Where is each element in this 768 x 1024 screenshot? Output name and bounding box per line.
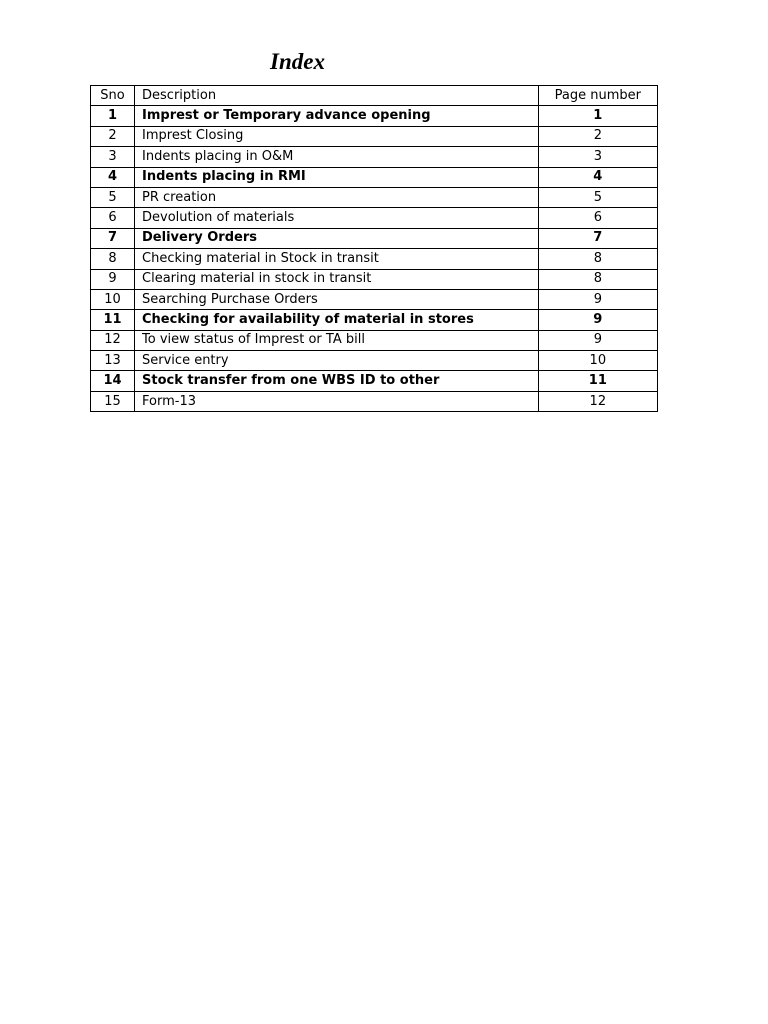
cell-description: Service entry — [135, 351, 539, 371]
cell-sno: 13 — [91, 351, 135, 371]
cell-sno: 12 — [91, 330, 135, 350]
cell-page-number: 11 — [538, 371, 657, 391]
index-table-body — [91, 106, 658, 412]
header-row — [91, 86, 658, 106]
cell-page-number: 8 — [538, 269, 657, 289]
cell-page-number: 8 — [538, 249, 657, 269]
cell-description: Stock transfer from one WBS ID to other — [135, 371, 539, 391]
cell-description: Indents placing in O&M — [135, 147, 539, 167]
cell-page-number: 12 — [538, 391, 657, 411]
header-sno: Sno — [91, 86, 135, 106]
table-row — [91, 167, 658, 187]
cell-description: Imprest Closing — [135, 126, 539, 146]
cell-sno: 5 — [91, 187, 135, 207]
cell-sno: 6 — [91, 208, 135, 228]
cell-description: Form-13 — [135, 391, 539, 411]
table-row — [91, 330, 658, 350]
table-row — [91, 187, 658, 207]
cell-page-number: 7 — [538, 228, 657, 248]
page-title: Index — [270, 49, 325, 74]
table-row — [91, 391, 658, 411]
cell-page-number: 3 — [538, 147, 657, 167]
cell-page-number: 5 — [538, 187, 657, 207]
cell-description: To view status of Imprest or TA bill — [135, 330, 539, 350]
cell-page-number: 6 — [538, 208, 657, 228]
cell-page-number: 4 — [538, 167, 657, 187]
table-row — [91, 351, 658, 371]
cell-sno: 15 — [91, 391, 135, 411]
cell-page-number: 9 — [538, 330, 657, 350]
table-row — [91, 249, 658, 269]
cell-description: Searching Purchase Orders — [135, 289, 539, 309]
table-row — [91, 228, 658, 248]
cell-description: Imprest or Temporary advance opening — [135, 106, 539, 126]
table-row — [91, 126, 658, 146]
cell-sno: 2 — [91, 126, 135, 146]
cell-page-number: 1 — [538, 106, 657, 126]
header-page-number: Page number — [538, 86, 657, 106]
index-table — [90, 85, 658, 412]
cell-sno: 11 — [91, 310, 135, 330]
table-row — [91, 310, 658, 330]
cell-sno: 14 — [91, 371, 135, 391]
cell-sno: 10 — [91, 289, 135, 309]
cell-description: PR creation — [135, 187, 539, 207]
cell-page-number: 10 — [538, 351, 657, 371]
header-description: Description — [135, 86, 539, 106]
cell-description: Clearing material in stock in transit — [135, 269, 539, 289]
cell-page-number: 9 — [538, 289, 657, 309]
cell-sno: 8 — [91, 249, 135, 269]
table-row — [91, 106, 658, 126]
cell-sno: 7 — [91, 228, 135, 248]
table-row — [91, 289, 658, 309]
cell-description: Devolution of materials — [135, 208, 539, 228]
cell-description: Indents placing in RMI — [135, 167, 539, 187]
table-row — [91, 371, 658, 391]
cell-sno: 4 — [91, 167, 135, 187]
cell-sno: 9 — [91, 269, 135, 289]
cell-description: Delivery Orders — [135, 228, 539, 248]
cell-page-number: 2 — [538, 126, 657, 146]
index-table-header — [91, 86, 658, 106]
table-row — [91, 269, 658, 289]
table-row — [91, 208, 658, 228]
cell-description: Checking for availability of material in stores — [135, 310, 539, 330]
cell-sno: 3 — [91, 147, 135, 167]
cell-page-number: 9 — [538, 310, 657, 330]
table-row — [91, 147, 658, 167]
cell-description: Checking material in Stock in transit — [135, 249, 539, 269]
cell-sno: 1 — [91, 106, 135, 126]
